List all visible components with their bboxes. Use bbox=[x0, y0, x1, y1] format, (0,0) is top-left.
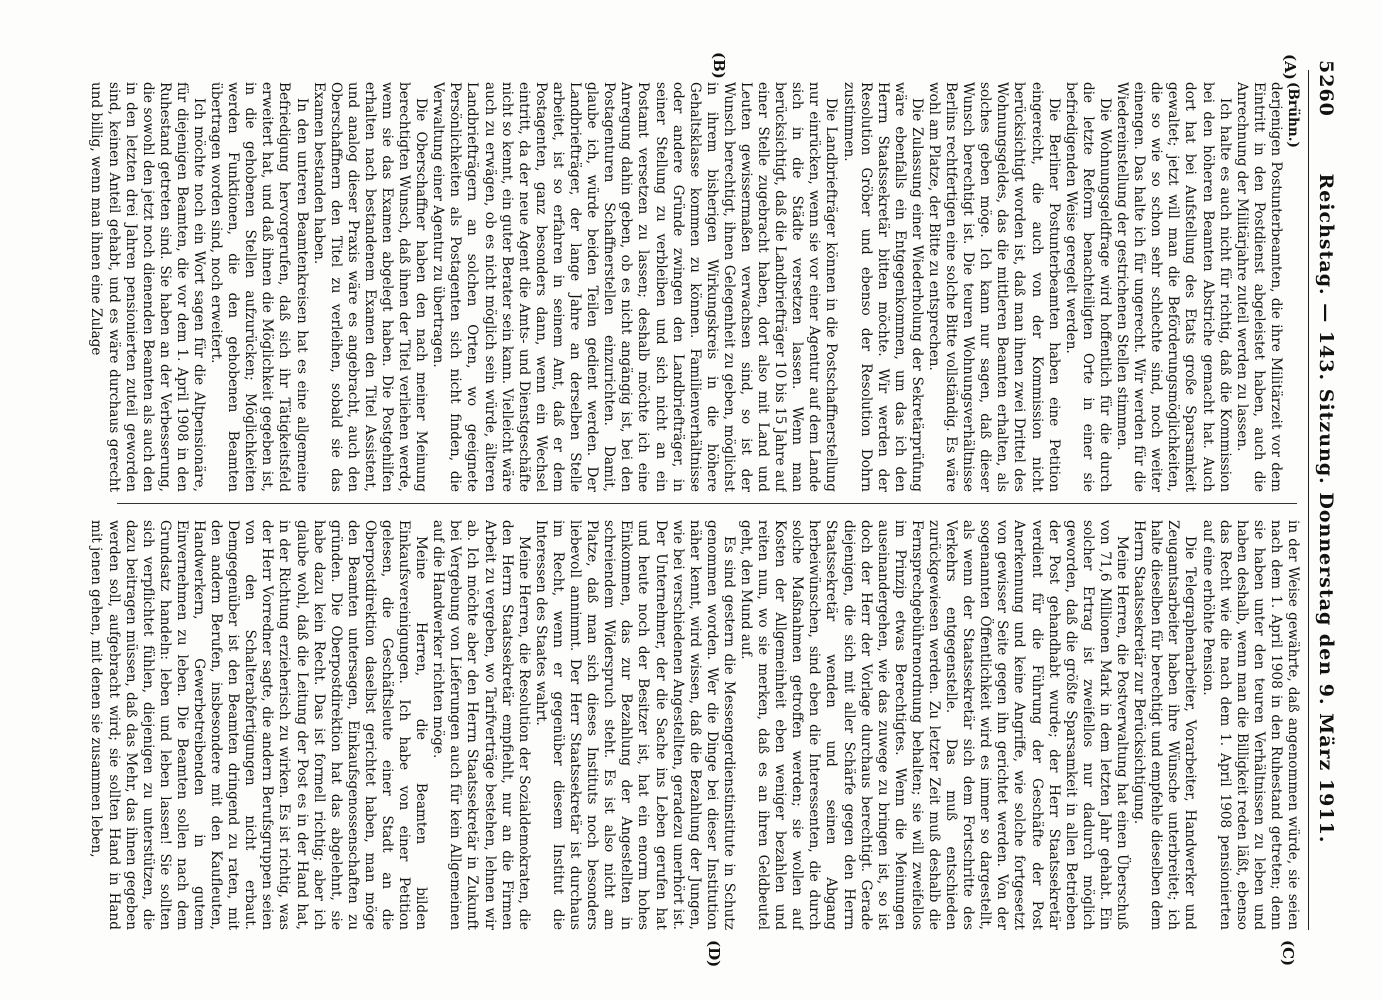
paragraph: Meine Herren, die Postverwaltung hat einen Überschuß von 71,6 Millionen Mark in dem letzten Jahr gehabt. Ein solcher Ertrag ist zweifellos nur dadurch möglich geworden, daß die größte Sparsamkeit in allen Betrieben der Post gehandhabt wurde; der Herr Staatssekretär verdient für die Führung der Geschäfte der Post Anerkennung und keine Angriffe, wie solche fortgesetzt von gewisser Seite gegen ihn gerichtet werden. Von der sogenannten Öffentlichkeit wird es immer so dargestellt, als wenn der Staatssekretär sich dem Fortschritte des Verkehrs entgegenstelle. Das muß entschieden zurückgewiesen werden. Zu letzter Zeit muß deshalb die Fernsprechgebührenordnung behalten; sie will zweifellos im Prinzip etwas Berechtigtes. Wenn die Meinungen auseinandergehen, wie das zuwege zu bringen ist, so ist doch der Herr der Vorlage durchaus berechtigt. Gerade diejenigen, die sich mit aller Schärfe gegen den Herrn Staatssekretär wenden und seinen Abgang herbeiwünschen, sind eben die Interessenten, die durch solche Maßnahmen getroffen werden; sie wollen auf Kosten der Allgemeinheit eben weniger bezahlen und reiten nun, wo sie merken, daß es an ihren Geldbeutel geht, den Mund auf. bbox=[738, 520, 1131, 930]
page-title: Reichstag. — 143. Sitzung. Donnerstag den 9. März 1911. bbox=[1315, 173, 1337, 844]
paragraph: Die Telegraphenarbeiter, Vorarbeiter, Handwerker und Zeugamtsarbeiter haben ihre Wünsche unterbreitet; ich halte dieselben für berechtigt und empfehle dieselben dem Herrn Staatssekretär zur Berücksichtigung. bbox=[1131, 520, 1199, 930]
paragraph: Die Berliner Postunterbeamten haben eine Petition eingereicht, die auch von der Kommission nicht berücksichtigt worden ist, daß man ihnen zwei Drittel des Wohnungsgeldes, das die mittleren Beamten erhalten, als solches geben möge. Ich kann nur sagen, daß dieser Wunsch berechtigt ist. Die teuren Wohnungsverhältnisse Berlins rechtfertigen eine solche Bitte vollständig. Es wäre wohl am Platze, der Bitte zu entsprechen. bbox=[926, 82, 1062, 492]
paragraph: in der Weise gewährte, daß angenommen würde, sie seien nach dem 1. April 1908 in den Ruhestand getreten; denn sie haben unter den teuren Verhältnissen zu leben und haben deshalb, wenn man die Billigkeit reden läßt, ebenso das Recht wie die nach dem 1. April 1908 pensionierten auf eine erhöhte Pension. bbox=[1199, 520, 1301, 930]
paragraph: Ich möchte noch ein Wort sagen für die Altpensionäre, für diejenigen Beamten, die vor dem 1. April 1908 in den Ruhestand getreten sind. Sie haben an der Verbesserung, die sowohl den jetzt noch dienenden Beamten als auch den in den letzten drei Jahren pensionierten zuteil geworden sind, keinen Anteil gehabt, und es wäre durchaus gerecht und billig, wenn man ihnen eine Zulage bbox=[88, 82, 207, 492]
speaker-name: (Brühn.) bbox=[1285, 82, 1301, 148]
left-column bbox=[66, 82, 1301, 492]
column-divider bbox=[117, 503, 1297, 504]
right-column bbox=[66, 520, 1301, 930]
paragraph: In den unteren Beamtenkreisen hat es eine allgemeine Befriedigung hervorgerufen, daß sich ihr Tätigkeitsfeld erweitert hat, und daß ihnen die Möglichkeit gegeben ist, in die gehobenen Stellen aufzurücken; Möglichkeiten werden Funktionen, die den gehobenen Beamten übertragen worden sind, noch erweitert. bbox=[208, 82, 310, 492]
margin-marker-a: (A) bbox=[1281, 54, 1299, 80]
paragraph: Meine Herren, die Resolution der Sozialdemokraten, die den Herrn Staatssekretär empfiehlt, nur an die Firmen Arbeit zu vergeben, wo Tarifverträge bestehen, lehnen wir ab. Ich möchte aber den Herrn Staatssekretär in Zukunft bei Vergebung von Lieferungen auch für kein Allgemeinen auf die Handwerker richten möge. bbox=[430, 520, 532, 930]
paragraph: Die Wohnungsgeldfrage wird hoffentlich für die durch die letzte Reform benachteiligten Orte in einer sie befriedigenden Weise geregelt werden. bbox=[1062, 82, 1113, 492]
paragraph: Meine Herren, die Beamten bilden Einkaufsvereinigungen. Ich habe von einer Petition gelesen, die Geschäftsleute einer Stadt an die Oberpostdirektion daselbst gerichtet haben, man möge den Beamten untersagen, Einkaufsgenossenschaften zu gründen. Die Oberpostdirektion hat das abgelehnt, sie habe dazu kein Recht. Das ist formell richtig; aber ich glaube wohl, daß die Leitung der Post es in der Hand hat, in der Richtung erzieherisch zu wirken. Es ist richtig, was der Herr Vorredner sagte, die andern Berufsgruppen seien von den Schalterabfertigungen nicht erbaut. Demgegenüber ist den Beamten dringend zu raten, mit den andern Berufen, insbesondere mit den Kaufleuten, Handwerkern, Gewerbetreibenden in gutem Einvernehmen zu leben. Die Beamten sollen nach dem Grundsatz handeln: leben und leben lassen! Sie sollten sich verpflichtet fühlen, diejenigen zu unterstützen, die dazu beitragen müssen, daß das Mehr, das ihnen gegeben werden soll, aufgebracht wird; sie sollten Hand in Hand mit jenen gehen, mit denen sie zusammen leben, bbox=[88, 520, 430, 930]
paragraph: Die Landbriefträger können in die Postschaffnerstellung nur einrücken, wenn sie vor einer Agentur auf dem Lande sich in die Städte versetzen lassen. Wenn man berücksichtigt, daß die Landbriefträger 10 bis 15 Jahre auf einer Stelle zugebracht haben, dort also mit Land und Leuten gewissermaßen verwachsen sind, so ist der Wunsch berechtigt, ihnen Gelegenheit zu geben, möglichst in ihrem bisherigen Wirkungskreis in die höhere Gehaltsklasse kommen zu können. Familienverhältnisse oder andere Gründe zwingen den Landbriefträger, in seiner Stellung zu verbleiben und sich nicht an ein Postamt versetzen zu lassen; deshalb möchte ich eine Anregung dahin geben, ob es nicht angängig ist, bei den Postagenturen Schaffnerstellen einzurichten. Damit, glaube ich, würde beiden Teilen gedient werden. Der Landbriefträger, der lange Jahre an derselben Stelle arbeitet, ist so erfahren in seinem Amt, daß er dem Postagenten, ganz besonders dann, wenn ein Wechsel eintritt, da der neue Agent die Amts- und Dienstgeschäfte nicht so kennt, ein guter Berater sein kann. Vielleicht wäre auch zu erwägen, ob es nicht möglich sein würde, älteren Landbriefträgern an solchen Orten, wo geeignete Persönlichkeiten als Postagenten sich nicht finden, die Verwaltung einer Agentur zu übertragen. bbox=[430, 82, 840, 492]
page-header bbox=[1313, 60, 1339, 940]
page-number: 5260 bbox=[1315, 60, 1337, 117]
paragraph: Es sind gestern die Messengerdienstinstitute in Schutz genommen worden. Wer die Dinge bei dieser Institution näher kennt, wird wissen, daß die Bezahlung der Jungen, wie bei verschiedenen Angestellten, geradezu unerhört ist. Der Unternehmer, der die Sache ins Leben gerufen hat und heute noch der Besitzer ist, hat ein enorm hohes Einkommen, das zur Bezahlung der Angestellten in schreiendem Widerspruch steht. Es ist also nicht am Platze, daß man sich dieses Instituts noch besonders liebevoll annimmt. Der Herr Staatssekretär ist durchaus im Recht, wenn er gegenüber diesem Institut die Interessen des Staates wahrt. bbox=[532, 520, 737, 930]
paragraph: derjenigen Postunterbeamten, die ihre Militärzeit vor dem Eintritt in den Postdienst abgeleistet haben, auch die Anrechnung der Militärjahre zuteil werden zu lassen. bbox=[1233, 82, 1284, 492]
margin-marker-b: (B) bbox=[710, 52, 728, 79]
paragraph: Die Zulassung einer Wiederholung der Sekretärprüfung wäre ebenfalls ein Entgegenkommen, um das ich den Herrn Staatssekretär bitten möchte. Wir werden der Resolution Gröber und ebenso der Resolution Dohrn zustimmen. bbox=[840, 82, 925, 492]
margin-marker-d: (D) bbox=[705, 940, 723, 968]
paragraph: Ich halte es auch nicht für richtig, daß die Kommission bei den höheren Beamten Abstriche gemacht hat. Auch dort hat bei Aufstellung des Etats große Sparsamkeit gewaltet; jetzt will man die Beförderungsmöglichkeiten, die so wie so schon sehr schlechte sind, noch weiter einengen. Das halte ich für ungerecht. Wir werden für die Wiedereinstellung der gestrichenen Stellen stimmen. bbox=[1114, 82, 1233, 492]
header-rule bbox=[1308, 70, 1309, 930]
margin-marker-c: (C) bbox=[1279, 940, 1297, 967]
paragraph: Die Oberschaffner haben den nach meiner Meinung berechtigten Wunsch, daß ihnen der Titel verliehen werde, wenn sie das Examen abgelegt haben. Die Postgehilfen erhalten nach bestandenem Examen den Titel Assistent, und analog dieser Praxis wäre es angebracht, auch den Oberschaffnern den Titel zu verleihen, sobald sie das Examen bestanden haben. bbox=[310, 82, 430, 492]
